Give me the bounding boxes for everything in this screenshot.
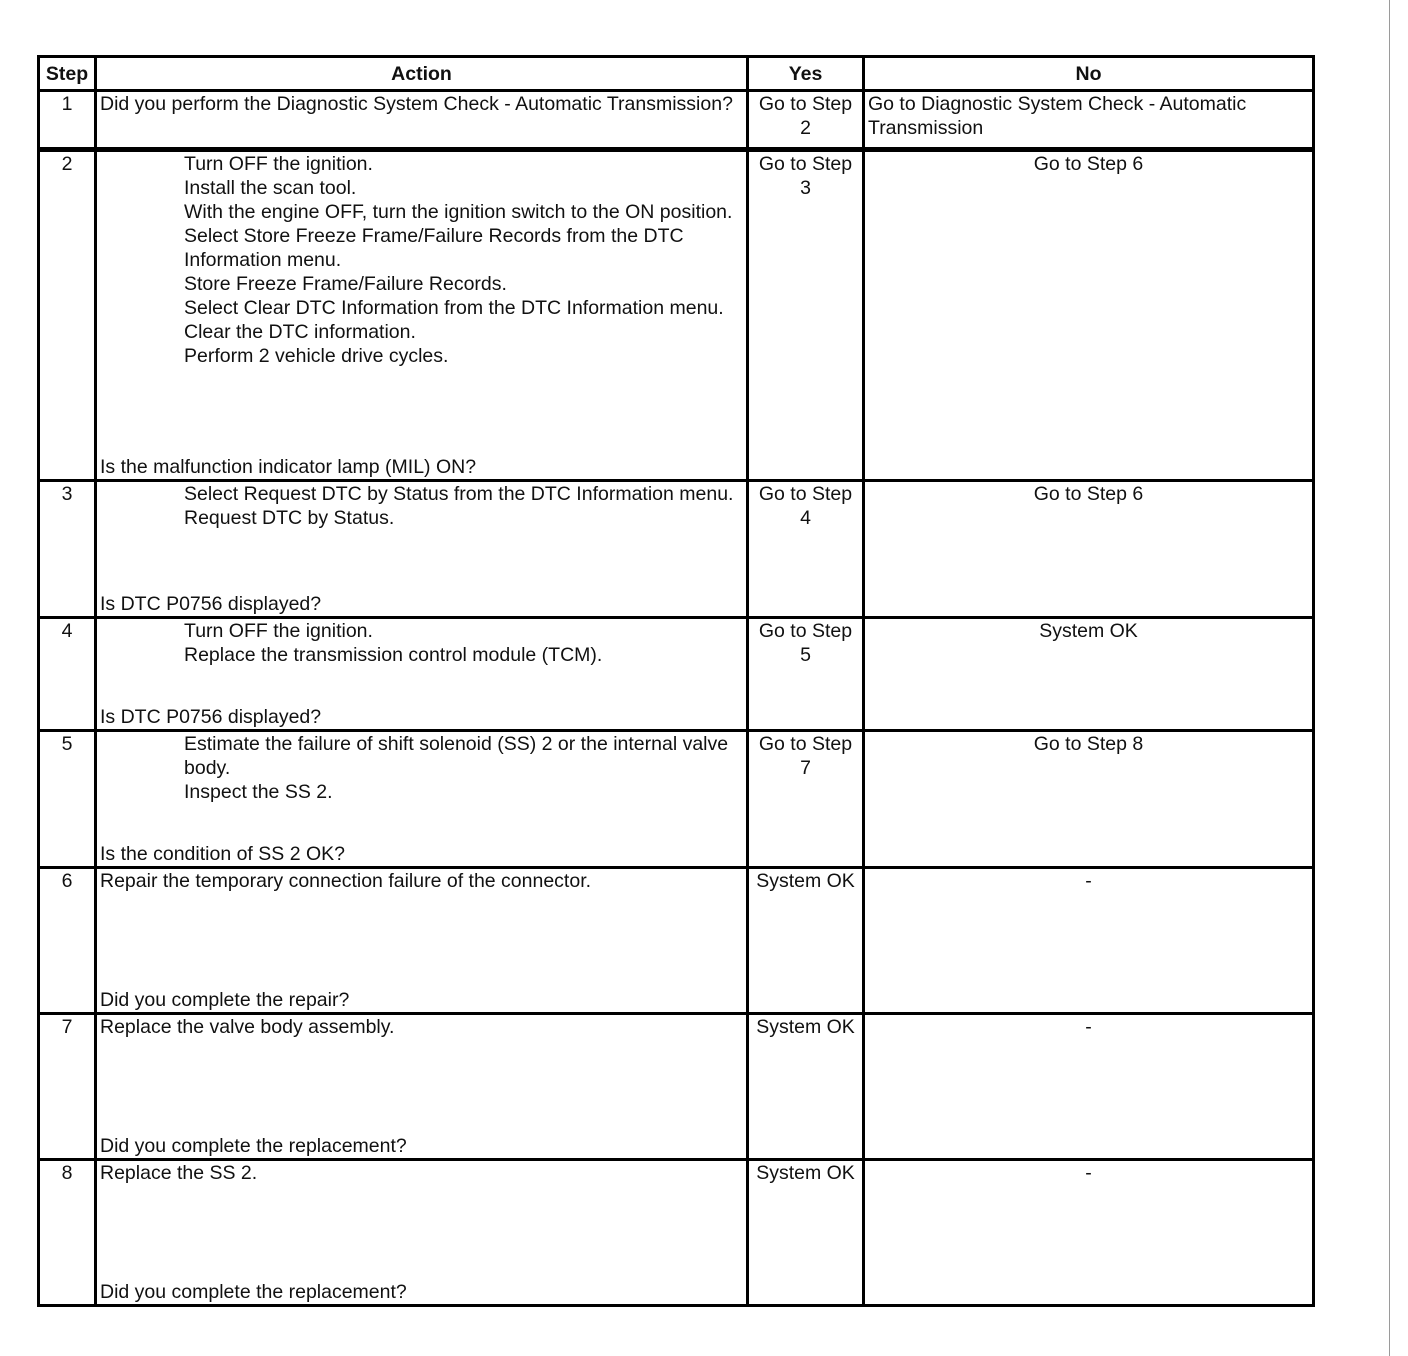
table-row <box>39 481 1314 618</box>
instruction-item: Select Store Freeze Frame/Failure Records from the DTC Information menu. <box>184 225 684 271</box>
table-row <box>39 731 1314 868</box>
instruction-item: Select Request DTC by Status from the DTC Information menu. <box>184 483 734 505</box>
table-row <box>39 618 1314 731</box>
action-cell <box>96 1160 748 1306</box>
action-question: Is the condition of SS 2 OK? <box>100 843 345 865</box>
no-result: - <box>864 1014 1314 1160</box>
instruction-item: Replace the transmission control module (TCM). <box>184 644 603 666</box>
no-result: - <box>864 1160 1314 1306</box>
diagnostic-table <box>37 55 1315 1307</box>
header-yes: Yes <box>748 57 864 91</box>
table-row <box>39 1014 1314 1160</box>
no-result: Go to Diagnostic System Check - Automatic Transmission <box>864 91 1314 150</box>
table-row <box>39 868 1314 1014</box>
instruction-item: Perform 2 vehicle drive cycles. <box>184 345 449 367</box>
step-number: 6 <box>39 868 96 1014</box>
step-number: 3 <box>39 481 96 618</box>
action-cell <box>96 481 748 618</box>
action-cell <box>96 91 748 150</box>
action-cell <box>96 150 748 481</box>
no-result: Go to Step 6 <box>864 150 1314 481</box>
step-number: 8 <box>39 1160 96 1306</box>
yes-result: System OK <box>748 1160 864 1306</box>
step-number: 4 <box>39 618 96 731</box>
yes-result: Go to Step 4 <box>748 481 864 618</box>
action-question: Is DTC P0756 displayed? <box>100 706 322 728</box>
action-cell <box>96 731 748 868</box>
table-row <box>39 91 1314 150</box>
instruction-item: Turn OFF the ignition. <box>184 153 373 175</box>
instruction-item: With the engine OFF, turn the ignition switch to the ON position. <box>184 201 733 223</box>
instruction-item: Clear the DTC information. <box>184 321 416 343</box>
action-question: Did you complete the replacement? <box>100 1135 407 1157</box>
instruction-item: Inspect the SS 2. <box>184 781 333 803</box>
instruction-item: Turn OFF the ignition. <box>184 620 373 642</box>
action-question: Is the malfunction indicator lamp (MIL) ON? <box>100 456 477 478</box>
step-number: 1 <box>39 91 96 150</box>
yes-result: System OK <box>748 1014 864 1160</box>
header-row <box>39 57 1314 91</box>
action-question: Did you complete the repair? <box>100 989 350 1011</box>
no-result: - <box>864 868 1314 1014</box>
action-lead: Replace the SS 2. <box>100 1162 258 1184</box>
yes-result: Go to Step 7 <box>748 731 864 868</box>
step-number: 5 <box>39 731 96 868</box>
action-lead: Repair the temporary connection failure of the connector. <box>100 870 592 892</box>
step-number: 2 <box>39 150 96 481</box>
instruction-item: Select Clear DTC Information from the DTC Information menu. <box>184 297 724 319</box>
header-action: Action <box>96 57 748 91</box>
instruction-list <box>100 482 743 530</box>
action-question: Did you perform the Diagnostic System Check - Automatic Transmission? <box>100 93 733 115</box>
action-cell <box>96 1014 748 1160</box>
table-row <box>39 150 1314 481</box>
step-number: 7 <box>39 1014 96 1160</box>
action-lead: Replace the valve body assembly. <box>100 1016 395 1038</box>
yes-result: Go to Step 5 <box>748 618 864 731</box>
instruction-item: Estimate the failure of shift solenoid (SS) 2 or the internal valve body. <box>184 733 729 779</box>
instruction-item: Request DTC by Status. <box>184 507 395 529</box>
action-cell <box>96 868 748 1014</box>
header-no: No <box>864 57 1314 91</box>
action-cell <box>96 618 748 731</box>
no-result: System OK <box>864 618 1314 731</box>
instruction-item: Install the scan tool. <box>184 177 357 199</box>
no-result: Go to Step 8 <box>864 731 1314 868</box>
instruction-list <box>100 619 743 667</box>
table-row <box>39 1160 1314 1306</box>
yes-result: System OK <box>748 868 864 1014</box>
instruction-list <box>100 152 743 368</box>
page-edge-rule <box>1389 0 1390 1356</box>
header-step: Step <box>39 57 96 91</box>
yes-result: Go to Step 3 <box>748 150 864 481</box>
instruction-item: Store Freeze Frame/Failure Records. <box>184 273 507 295</box>
instruction-list <box>100 732 743 804</box>
action-question: Did you complete the replacement? <box>100 1281 407 1303</box>
yes-result: Go to Step 2 <box>748 91 864 150</box>
action-question: Is DTC P0756 displayed? <box>100 593 322 615</box>
no-result: Go to Step 6 <box>864 481 1314 618</box>
